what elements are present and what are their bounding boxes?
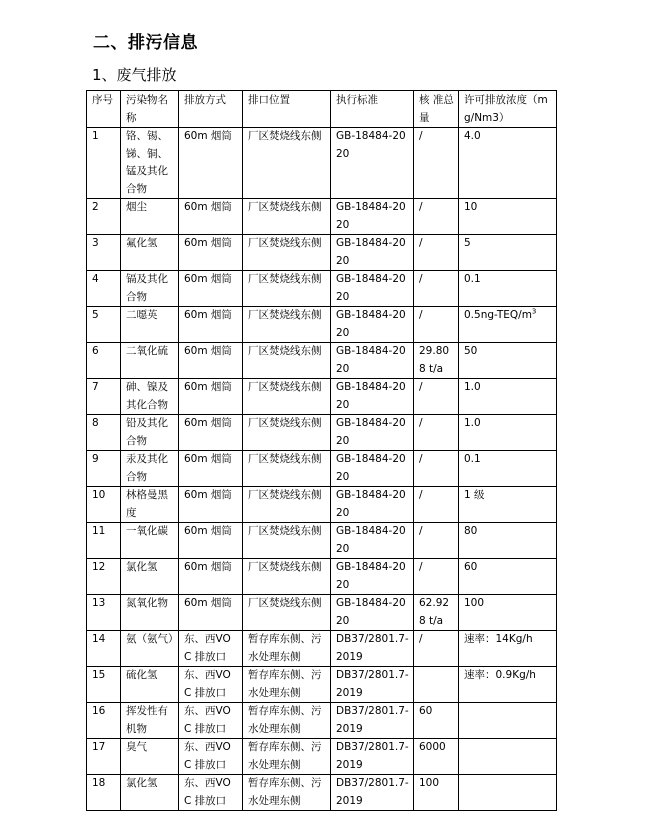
cell-method: 60m 烟筒 xyxy=(179,523,243,559)
emission-table xyxy=(86,90,557,811)
cell-limit: 速率：14Kg/h xyxy=(459,631,557,667)
cell-total: / xyxy=(414,559,459,595)
table-row xyxy=(87,343,557,379)
cell-total: 29.808 t/a xyxy=(414,343,459,379)
cell-pollutant: 铬、锡、锑、铜、锰及其化合物 xyxy=(121,128,179,199)
cell-no: 2 xyxy=(87,199,121,235)
cell-method: 东、西VOC 排放口 xyxy=(179,703,243,739)
table-row xyxy=(87,667,557,703)
table-row xyxy=(87,235,557,271)
cell-method: 60m 烟筒 xyxy=(179,379,243,415)
cell-standard: DB37/2801.7-2019 xyxy=(331,667,414,703)
cell-total: / xyxy=(414,235,459,271)
cell-total: / xyxy=(414,128,459,199)
cell-no: 9 xyxy=(87,451,121,487)
cell-location: 厂区焚烧线东侧 xyxy=(243,271,331,307)
cell-standard: GB-18484-2020 xyxy=(331,199,414,235)
cell-standard: GB-18484-2020 xyxy=(331,235,414,271)
cell-pollutant: 镉及其化合物 xyxy=(121,271,179,307)
cell-location: 暂存库东侧、污水处理东侧 xyxy=(243,667,331,703)
cell-limit: 1 级 xyxy=(459,487,557,523)
cell-pollutant: 挥发性有机物 xyxy=(121,703,179,739)
cell-no: 4 xyxy=(87,271,121,307)
cell-pollutant: 氟化氢 xyxy=(121,235,179,271)
cell-method: 60m 烟筒 xyxy=(179,343,243,379)
cell-location: 厂区焚烧线东侧 xyxy=(243,199,331,235)
table-row xyxy=(87,595,557,631)
cell-limit: 0.1 xyxy=(459,451,557,487)
header-location: 排口位置 xyxy=(243,91,331,128)
cell-limit: 4.0 xyxy=(459,128,557,199)
cell-total: / xyxy=(414,631,459,667)
cell-total: 100 xyxy=(414,775,459,811)
cell-pollutant: 氮氧化物 xyxy=(121,595,179,631)
cell-total: / xyxy=(414,415,459,451)
table-row xyxy=(87,199,557,235)
cell-standard: GB-18484-2020 xyxy=(331,307,414,343)
cell-limit: 0.1 xyxy=(459,271,557,307)
cell-method: 60m 烟筒 xyxy=(179,559,243,595)
cell-location: 厂区焚烧线东侧 xyxy=(243,307,331,343)
cell-limit: 5 xyxy=(459,235,557,271)
table-row xyxy=(87,379,557,415)
cell-method: 60m 烟筒 xyxy=(179,271,243,307)
cell-method: 60m 烟筒 xyxy=(179,415,243,451)
cell-total: / xyxy=(414,307,459,343)
cell-method: 东、西VOC 排放口 xyxy=(179,631,243,667)
table-row xyxy=(87,523,557,559)
cell-standard: DB37/2801.7-2019 xyxy=(331,775,414,811)
table-row xyxy=(87,631,557,667)
cell-location: 厂区焚烧线东侧 xyxy=(243,128,331,199)
cell-standard: DB37/2801.7-2019 xyxy=(331,631,414,667)
cell-limit xyxy=(459,703,557,739)
table-row xyxy=(87,775,557,811)
cell-no: 12 xyxy=(87,559,121,595)
cell-total: / xyxy=(414,523,459,559)
cell-location: 厂区焚烧线东侧 xyxy=(243,595,331,631)
cell-pollutant: 臭气 xyxy=(121,739,179,775)
cell-location: 厂区焚烧线东侧 xyxy=(243,235,331,271)
cell-limit: 速率：0.9Kg/h xyxy=(459,667,557,703)
cell-limit: 60 xyxy=(459,559,557,595)
cell-pollutant: 氨（氨气） xyxy=(121,631,179,667)
cell-total: / xyxy=(414,199,459,235)
cell-standard: GB-18484-2020 xyxy=(331,451,414,487)
header-no: 序号 xyxy=(87,91,121,128)
cell-pollutant: 硫化氢 xyxy=(121,667,179,703)
cell-standard: GB-18484-2020 xyxy=(331,343,414,379)
cell-limit: 10 xyxy=(459,199,557,235)
table-row xyxy=(87,487,557,523)
cell-location: 暂存库东侧、污水处理东侧 xyxy=(243,775,331,811)
cell-location: 厂区焚烧线东侧 xyxy=(243,343,331,379)
cell-standard: DB37/2801.7-2019 xyxy=(331,703,414,739)
cell-pollutant: 汞及其化合物 xyxy=(121,451,179,487)
cell-standard: GB-18484-2020 xyxy=(331,379,414,415)
cell-total: / xyxy=(414,487,459,523)
cell-location: 厂区焚烧线东侧 xyxy=(243,379,331,415)
cell-no: 16 xyxy=(87,703,121,739)
cell-pollutant: 林格曼黑度 xyxy=(121,487,179,523)
cell-standard: GB-18484-2020 xyxy=(331,415,414,451)
cell-location: 暂存库东侧、污水处理东侧 xyxy=(243,631,331,667)
cell-location: 暂存库东侧、污水处理东侧 xyxy=(243,703,331,739)
cell-limit xyxy=(459,775,557,811)
cell-standard: GB-18484-2020 xyxy=(331,487,414,523)
table-row xyxy=(87,128,557,199)
cell-location: 暂存库东侧、污水处理东侧 xyxy=(243,739,331,775)
table-row xyxy=(87,271,557,307)
cell-total xyxy=(414,667,459,703)
cell-method: 60m 烟筒 xyxy=(179,307,243,343)
cell-limit xyxy=(459,307,557,343)
cell-no: 6 xyxy=(87,343,121,379)
cell-total: 62.928 t/a xyxy=(414,595,459,631)
cell-method: 东、西VOC 排放口 xyxy=(179,667,243,703)
cell-limit: 1.0 xyxy=(459,379,557,415)
cell-no: 1 xyxy=(87,128,121,199)
table-row xyxy=(87,559,557,595)
cell-location: 厂区焚烧线东侧 xyxy=(243,523,331,559)
cell-method: 60m 烟筒 xyxy=(179,199,243,235)
cell-method: 60m 烟筒 xyxy=(179,235,243,271)
cell-location: 厂区焚烧线东侧 xyxy=(243,415,331,451)
cell-no: 3 xyxy=(87,235,121,271)
header-pollutant: 污染物名称 xyxy=(121,91,179,128)
cell-total: 6000 xyxy=(414,739,459,775)
cell-standard: GB-18484-2020 xyxy=(331,595,414,631)
cell-no: 13 xyxy=(87,595,121,631)
cell-pollutant: 二氧化硫 xyxy=(121,343,179,379)
cell-no: 15 xyxy=(87,667,121,703)
cell-pollutant: 烟尘 xyxy=(121,199,179,235)
table-row xyxy=(87,415,557,451)
cell-method: 东、西VOC 排放口 xyxy=(179,739,243,775)
cell-location: 厂区焚烧线东侧 xyxy=(243,487,331,523)
header-limit: 许可排放浓度（mg/Nm3） xyxy=(459,91,557,128)
subsection-title: 1、废气排放 xyxy=(92,66,177,84)
cell-no: 17 xyxy=(87,739,121,775)
cell-limit: 50 xyxy=(459,343,557,379)
cell-location: 厂区焚烧线东侧 xyxy=(243,559,331,595)
cell-no: 7 xyxy=(87,379,121,415)
header-standard: 执行标准 xyxy=(331,91,414,128)
cell-pollutant: 砷、镍及其化合物 xyxy=(121,379,179,415)
cell-location: 厂区焚烧线东侧 xyxy=(243,451,331,487)
table-row xyxy=(87,307,557,343)
cell-standard: GB-18484-2020 xyxy=(331,523,414,559)
cell-pollutant: 氯化氢 xyxy=(121,559,179,595)
cell-method: 东、西VOC 排放口 xyxy=(179,775,243,811)
limit-value: 0.5ng-TEQ/m xyxy=(464,309,532,321)
cell-no: 18 xyxy=(87,775,121,811)
cell-no: 5 xyxy=(87,307,121,343)
cell-limit xyxy=(459,739,557,775)
cell-no: 10 xyxy=(87,487,121,523)
cell-total: / xyxy=(414,451,459,487)
cell-method: 60m 烟筒 xyxy=(179,595,243,631)
cell-total: 60 xyxy=(414,703,459,739)
cell-no: 8 xyxy=(87,415,121,451)
limit-superscript: 3 xyxy=(531,307,537,316)
section-title: 二、排污信息 xyxy=(93,33,198,53)
header-total: 核 准总量 xyxy=(414,91,459,128)
cell-standard: DB37/2801.7-2019 xyxy=(331,739,414,775)
cell-pollutant: 氯化氢 xyxy=(121,775,179,811)
cell-limit: 80 xyxy=(459,523,557,559)
cell-limit: 100 xyxy=(459,595,557,631)
cell-pollutant: 一氧化碳 xyxy=(121,523,179,559)
cell-method: 60m 烟筒 xyxy=(179,451,243,487)
cell-no: 14 xyxy=(87,631,121,667)
cell-total: / xyxy=(414,271,459,307)
cell-pollutant: 二噁英 xyxy=(121,307,179,343)
cell-no: 11 xyxy=(87,523,121,559)
cell-total: / xyxy=(414,379,459,415)
table-row xyxy=(87,451,557,487)
table-row xyxy=(87,739,557,775)
cell-standard: GB-18484-2020 xyxy=(331,559,414,595)
cell-standard: GB-18484-2020 xyxy=(331,128,414,199)
cell-method: 60m 烟筒 xyxy=(179,128,243,199)
header-method: 排放方式 xyxy=(179,91,243,128)
table-header-row xyxy=(87,91,557,128)
table-row xyxy=(87,703,557,739)
cell-limit: 1.0 xyxy=(459,415,557,451)
cell-pollutant: 铅及其化合物 xyxy=(121,415,179,451)
cell-standard: GB-18484-2020 xyxy=(331,271,414,307)
cell-method: 60m 烟筒 xyxy=(179,487,243,523)
